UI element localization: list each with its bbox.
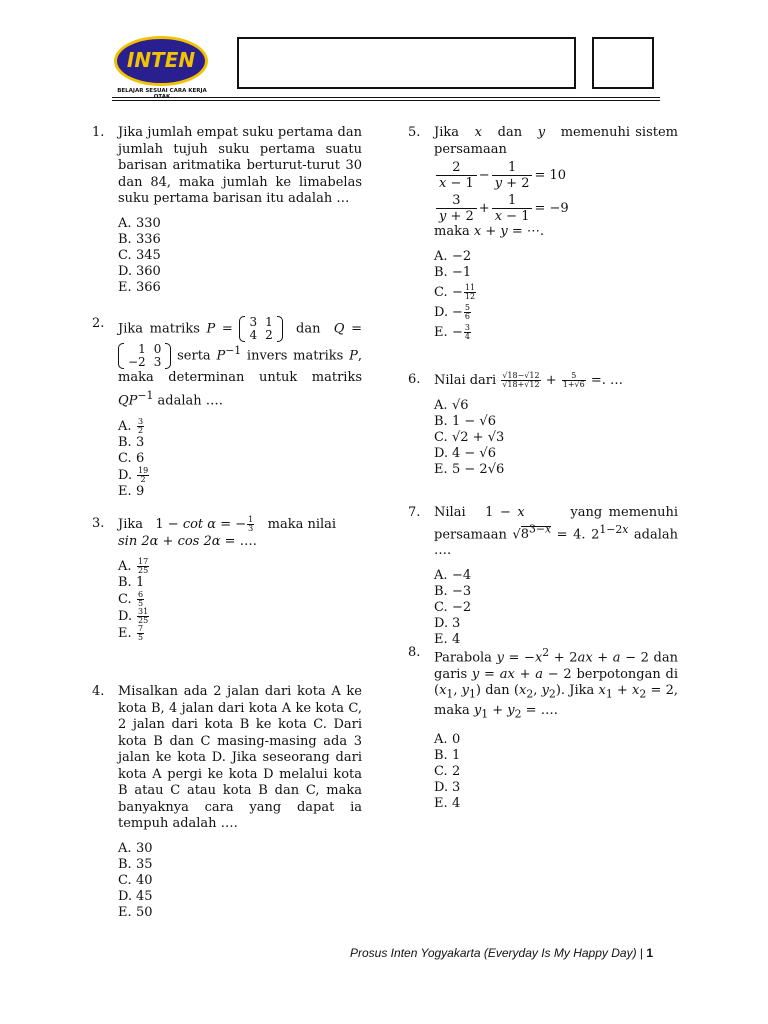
answer-options: [434, 732, 678, 812]
option-a[interactable]: A. $\frac{3}{2}$: [118, 417, 144, 436]
equation-2: $\frac{3}{y + 2}$ + $\frac{1}{x - 1}$ = −9: [434, 193, 678, 224]
question-text: Parabola $y = -x^2 + 2ax + a - 2$ dan garis y = ax + a − 2 berpotongan di ($x_1$, $y_1$) dan ($x_2$, $y_2$). Jika $x_1 + x_2 = 2$, maka $y_1 + y_2$ = ….: [434, 646, 679, 722]
option-e[interactable]: E. 9: [118, 484, 145, 500]
option-b[interactable]: B. 1: [434, 747, 461, 763]
answer-options: [118, 418, 362, 500]
answer-options: [434, 249, 678, 341]
option-b[interactable]: B. 35: [118, 856, 153, 872]
footer-text: Prosus Inten Yogyakarta (Everyday Is My Happy Day): [350, 946, 637, 960]
option-e[interactable]: E. 366: [118, 279, 161, 295]
question-text: Jika 1 − cot α = − $\frac{1}{3}$ maka nilai sin 2α + cos 2α = ….: [118, 515, 337, 549]
question-number: 7.: [408, 505, 421, 520]
question-text: Jika matriks P = 3 1 4 2 dan Q = 1 0 −2 3 serta $P^{-1}$ invers matriks P, maka determinan untuk matriks $QP^{-1}$ adalah ….: [118, 315, 363, 409]
question-number: 6.: [408, 372, 421, 387]
equation-1: $\frac{2}{x - 1}$ − $\frac{1}{y + 2}$ = 10: [434, 160, 678, 191]
option-c[interactable]: C. 345: [118, 247, 161, 263]
logo-brand-text: INTEN: [126, 48, 196, 72]
option-c[interactable]: C. 40: [118, 872, 153, 888]
answer-options: [118, 841, 362, 921]
question-prompt: maka x + y = ⋯.: [434, 224, 545, 239]
option-a[interactable]: A. −4: [434, 567, 472, 583]
option-a[interactable]: A. $\frac{17}{25}$: [118, 557, 149, 575]
option-e[interactable]: E. 5 − 2√6: [434, 461, 505, 477]
question-number: 1.: [92, 125, 105, 140]
option-c[interactable]: C. 2: [434, 763, 461, 779]
answer-options: [434, 398, 678, 478]
option-d[interactable]: D. 360: [118, 263, 161, 279]
option-b[interactable]: B. −1: [434, 264, 472, 280]
option-c[interactable]: C. √2 + √3: [434, 429, 505, 445]
question-number: 5.: [408, 125, 421, 140]
inten-logo: [112, 36, 212, 100]
question-text: Nilai 1 − x yang memenuhi persamaan $√8^{3-x} = 4$. $2^{1-2x}$ adalah ….: [434, 505, 679, 559]
answer-options: [434, 568, 678, 648]
option-a[interactable]: A. 330: [118, 215, 161, 231]
option-d[interactable]: D. 45: [118, 888, 153, 904]
option-d[interactable]: D. 4 − √6: [434, 445, 496, 461]
page-number: 1: [646, 946, 654, 960]
option-c[interactable]: C. $\frac{6}{5}$: [118, 590, 144, 608]
matrix-q: 1 0 −2 3: [118, 343, 171, 369]
page-footer: [350, 946, 653, 960]
option-d[interactable]: D. 3: [434, 615, 461, 631]
option-e[interactable]: E. − $\frac{3}{4}$: [434, 322, 470, 341]
option-a[interactable]: A. 30: [118, 840, 153, 856]
option-d[interactable]: D. $\frac{31}{25}$: [118, 607, 149, 625]
option-b[interactable]: B. 1 − √6: [434, 413, 496, 429]
logo-tagline: BELAJAR SESUAI CARA KERJA OTAK: [117, 88, 207, 100]
answer-options: [118, 216, 362, 296]
option-c[interactable]: C. 6: [118, 451, 145, 467]
footer-separator: |: [639, 946, 644, 960]
matrix-p: 3 1 4 2: [239, 316, 282, 342]
header-divider: [112, 97, 660, 98]
code-box: [592, 37, 654, 89]
option-e[interactable]: E. 50: [118, 904, 153, 920]
option-a[interactable]: A. 0: [434, 731, 461, 747]
option-a[interactable]: A. −2: [434, 248, 472, 264]
option-e[interactable]: E. 4: [434, 631, 461, 647]
option-b[interactable]: B. 336: [118, 231, 161, 247]
option-b[interactable]: B. −3: [434, 583, 472, 599]
option-b[interactable]: B. 3: [118, 435, 145, 451]
question-text: Jika x dan y memenuhi sistem persamaan: [434, 125, 678, 157]
question-number: 2.: [92, 316, 105, 331]
question-text: Nilai dari $\frac{√18-√12}{√18+√12}$ + $\frac{5}{1+√6}$ =. …: [434, 371, 624, 389]
option-c[interactable]: C. −2: [434, 599, 472, 615]
header-divider-thin: [112, 100, 660, 101]
question-number: 3.: [92, 516, 105, 531]
name-box: [237, 37, 576, 89]
option-a[interactable]: A. √6: [434, 397, 469, 413]
option-d[interactable]: D. − $\frac{5}{6}$: [434, 302, 470, 321]
question-number: 4.: [92, 684, 105, 699]
question-text: Jika jumlah empat suku pertama dan jumlah tujuh suku pertama suatu barisan aritmatika berturut-turut 30 dan 84, maka jumlah ke limabelas suku pertama barisan itu adalah …: [118, 125, 362, 206]
option-c[interactable]: C. − $\frac{11}{12}$: [434, 282, 476, 301]
question-text: Misalkan ada 2 jalan dari kota A ke kota B, 4 jalan dari kota A ke kota C, 2 jalan dari kota B ke kota C. Dari kota B dan C masing-masing ada 3 jalan ke kota D. Jika seseorang dari kota A pergi ke kota D melalui kota B atau C atau kota B dan C, maka banyaknya cara yang dapat ia tempuh adalah ….: [118, 684, 362, 831]
option-d[interactable]: D. $\frac{19}{2}$: [118, 466, 149, 485]
question-number: 8.: [408, 645, 421, 660]
option-e[interactable]: E. 4: [434, 795, 461, 811]
option-e[interactable]: E. $\frac{7}{5}$: [118, 624, 144, 642]
option-b[interactable]: B. 1: [118, 575, 145, 590]
answer-options: [118, 558, 362, 642]
option-d[interactable]: D. 3: [434, 779, 461, 795]
